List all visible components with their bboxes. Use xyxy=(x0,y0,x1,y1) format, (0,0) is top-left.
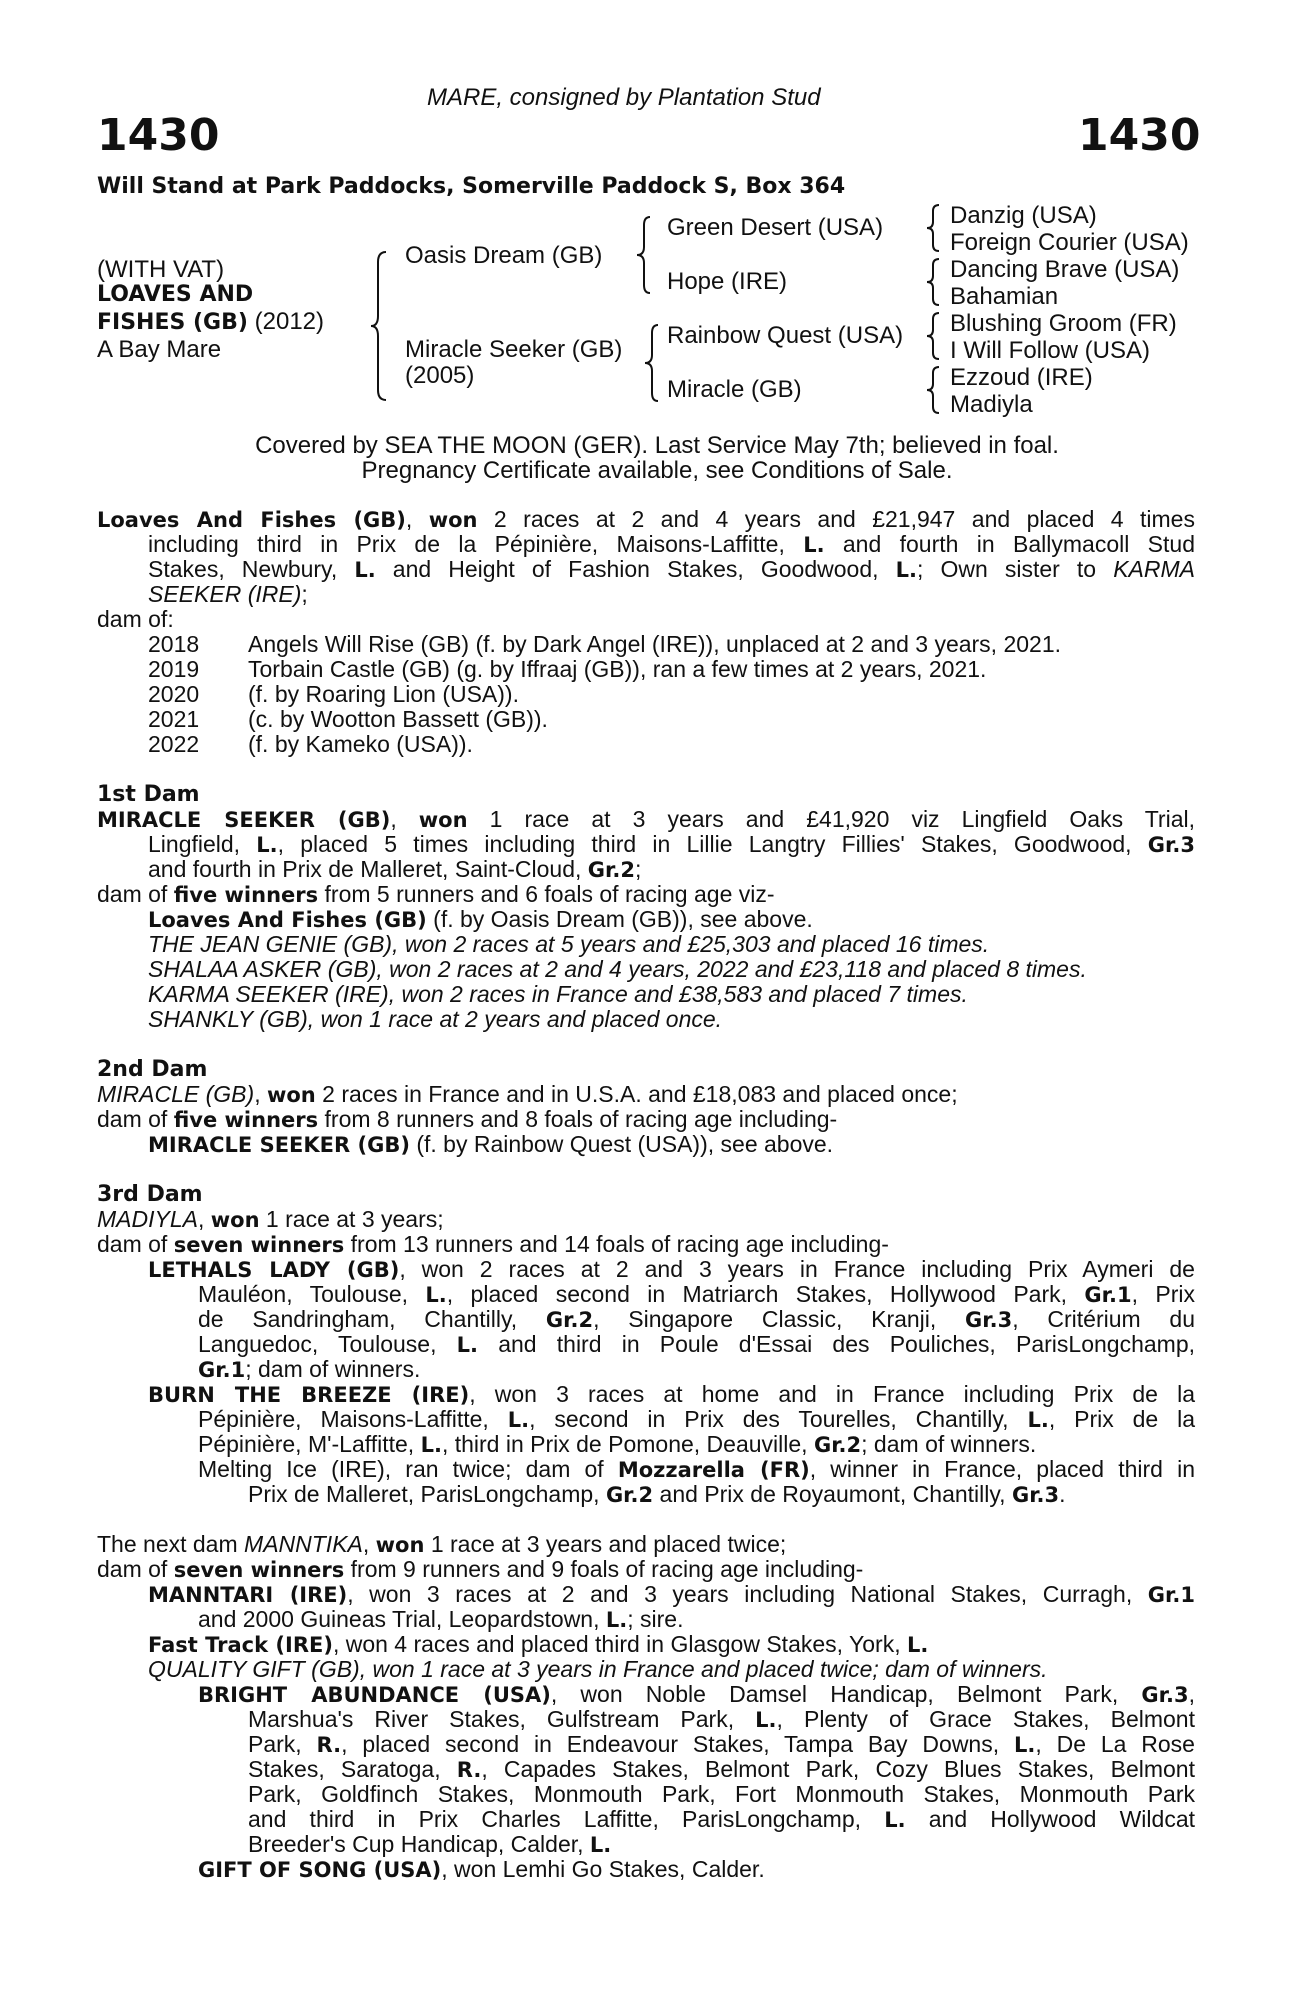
great-grandparent-4: Bahamian xyxy=(950,283,1059,310)
dam-line2: (2005) xyxy=(405,362,475,389)
manntari-line2: and 2000 Guineas Trial, Leopardstown, L.; sire. xyxy=(198,1606,684,1632)
first-dam-line4: dam of five winners from 5 runners and 6 foals of racing age viz- xyxy=(97,881,775,907)
second-dam-line3: MIRACLE SEEKER (GB) (f. by Rainbow Quest (USA)), see above. xyxy=(148,1131,834,1157)
third-dam-line1: MADIYLA, won 1 race at 3 years; xyxy=(97,1206,444,1232)
brace-main xyxy=(370,250,390,402)
vat-note: (WITH VAT) xyxy=(97,256,225,283)
horse-name-line1: LOAVES AND xyxy=(97,282,254,307)
foal-text: Torbain Castle (GB) (g. by Iffraaj (GB)), ran a few times at 2 years, 2021. xyxy=(248,656,987,682)
brace-sire xyxy=(636,215,654,295)
foal-year: 2018 xyxy=(148,631,200,657)
third-dam-line2: dam of seven winners from 13 runners and 14 foals of racing age including- xyxy=(97,1231,889,1257)
great-grandparent-5: Blushing Groom (FR) xyxy=(950,310,1177,337)
consignment-line: MARE, consigned by Plantation Stud xyxy=(427,84,821,111)
first-dam-line5: Loaves And Fishes (GB) (f. by Oasis Dream (GB)), see above. xyxy=(148,906,813,932)
covered-line1: Covered by SEA THE MOON (GER). Last Service May 7th; believed in foal. xyxy=(255,432,1059,459)
great-grandparent-1: Danzig (USA) xyxy=(950,202,1097,229)
lot-number-right: 1430 xyxy=(1078,110,1201,161)
intro-line2: including third in Prix de la Pépinière, Maisons-Laffitte, L. and fourth in Ballymacoll Stud xyxy=(148,531,1195,557)
foal-year: 2019 xyxy=(148,656,200,682)
dam-line1: Miracle Seeker (GB) xyxy=(405,336,623,363)
lethals-lady-line1: LETHALS LADY (GB), won 2 races at 2 and 3 years in France including Prix Aymeri de xyxy=(148,1256,1195,1282)
foal-text: (c. by Wootton Bassett (GB)). xyxy=(248,706,548,732)
bright-abundance-line5: Park, Goldfinch Stakes, Monmouth Park, Fort Monmouth Stakes, Monmouth Park xyxy=(248,1781,1195,1807)
granddam-1: Hope (IRE) xyxy=(667,268,788,295)
great-grandparent-3: Dancing Brave (USA) xyxy=(950,256,1180,283)
lethals-lady-line3: de Sandringham, Chantilly, Gr.2, Singapore Classic, Kranji, Gr.3, Critérium du xyxy=(198,1306,1195,1332)
first-dam-line6: THE JEAN GENIE (GB), won 2 races at 5 years and £25,303 and placed 16 times. xyxy=(148,931,990,957)
gift-of-song-line: GIFT OF SONG (USA), won Lemhi Go Stakes, Calder. xyxy=(198,1856,765,1882)
second-dam-heading: 2nd Dam xyxy=(97,1057,208,1082)
second-dam-line2: dam of five winners from 8 runners and 8 foals of racing age including- xyxy=(97,1106,838,1132)
lethals-lady-line2: Mauléon, Toulouse, L., placed second in Matriarch Stakes, Hollywood Park, Gr.1, Prix xyxy=(198,1281,1195,1307)
lethals-lady-line5: Gr.1; dam of winners. xyxy=(198,1356,421,1382)
first-dam-line7: SHALAA ASKER (GB), won 2 races at 2 and 4 years, 2022 and £23,118 and placed 8 times. xyxy=(148,956,1087,982)
manntari-line1: MANNTARI (IRE), won 3 races at 2 and 3 years including National Stakes, Curragh, Gr.1 xyxy=(148,1581,1195,1607)
grandsire-2: Rainbow Quest (USA) xyxy=(667,322,904,349)
foal-year: 2021 xyxy=(148,706,200,732)
lot-number-left: 1430 xyxy=(97,110,220,161)
horse-description: A Bay Mare xyxy=(97,336,222,363)
burn-the-breeze-line3: Pépinière, M'-Laffitte, L., third in Prix de Pomone, Deauville, Gr.2; dam of winners. xyxy=(198,1431,1037,1457)
bright-abundance-line3: Park, R., placed second in Endeavour Stakes, Tampa Bay Downs, L., De La Rose xyxy=(248,1731,1195,1757)
foal-year: 2022 xyxy=(148,731,200,757)
burn-the-breeze-line1: BURN THE BREEZE (IRE), won 3 races at home and in France including Prix de la xyxy=(148,1381,1195,1407)
quality-gift-line: QUALITY GIFT (GB), won 1 race at 3 years in France and placed twice; dam of winners. xyxy=(148,1656,1048,1682)
great-grandparent-2: Foreign Courier (USA) xyxy=(950,229,1189,256)
grandsire-1: Green Desert (USA) xyxy=(667,214,884,241)
burn-the-breeze-line2: Pépinière, Maisons-Laffitte, L., second in Prix des Tourelles, Chantilly, L., Prix de la xyxy=(198,1406,1196,1432)
first-dam-line8: KARMA SEEKER (IRE), won 2 races in France and £38,583 and placed 7 times. xyxy=(148,981,968,1007)
intro-line4: SEEKER (IRE); xyxy=(148,581,308,607)
bright-abundance-line2: Marshua's River Stakes, Gulfstream Park, L., Plenty of Grace Stakes, Belmont xyxy=(248,1706,1195,1732)
melting-ice-line2: Prix de Malleret, ParisLongchamp, Gr.2 and Prix de Royaumont, Chantilly, Gr.3. xyxy=(248,1481,1066,1507)
foal-text: Angels Will Rise (GB) (f. by Dark Angel (IRE)), unplaced at 2 and 3 years, 2021. xyxy=(248,631,1062,657)
first-dam-line3: and fourth in Prix de Malleret, Saint-Cloud, Gr.2; xyxy=(148,856,642,882)
bright-abundance-line1: BRIGHT ABUNDANCE (USA), won Noble Damsel Handicap, Belmont Park, Gr.3, xyxy=(198,1681,1195,1707)
foal-text: (f. by Roaring Lion (USA)). xyxy=(248,681,519,707)
dam-of-label: dam of: xyxy=(97,606,174,632)
bright-abundance-line4: Stakes, Saratoga, R., Capades Stakes, Belmont Park, Cozy Blues Stakes, Belmont xyxy=(248,1756,1195,1782)
bright-abundance-line7: Breeder's Cup Handicap, Calder, L. xyxy=(248,1831,612,1857)
first-dam-line2: Lingfield, L., placed 5 times including third in Lillie Langtry Fillies' Stakes, Goodwood, Gr.3 xyxy=(148,831,1195,857)
next-dam-line1: The next dam MANNTIKA, won 1 race at 3 years and placed twice; xyxy=(97,1531,787,1557)
fast-track-line: Fast Track (IRE), won 4 races and placed third in Glasgow Stakes, York, L. xyxy=(148,1631,929,1657)
brace-gg4 xyxy=(926,365,942,415)
brace-gg2 xyxy=(926,257,942,307)
first-dam-heading: 1st Dam xyxy=(97,782,200,807)
brace-dam xyxy=(644,323,662,403)
first-dam-line1: MIRACLE SEEKER (GB), won 1 race at 3 years and £41,920 viz Lingfield Oaks Trial, xyxy=(97,806,1195,832)
next-dam-line2: dam of seven winners from 9 runners and 9 foals of racing age including- xyxy=(97,1556,864,1582)
stand-location: Will Stand at Park Paddocks, Somerville Paddock S, Box 364 xyxy=(97,174,846,199)
great-grandparent-6: I Will Follow (USA) xyxy=(950,337,1151,364)
horse-name-line2: FISHES (GB) (2012) xyxy=(97,308,324,335)
intro-line3: Stakes, Newbury, L. and Height of Fashion Stakes, Goodwood, L.; Own sister to KARMA xyxy=(148,556,1195,582)
melting-ice-line1: Melting Ice (IRE), ran twice; dam of Mozzarella (FR), winner in France, placed third in xyxy=(198,1456,1195,1482)
brace-gg1 xyxy=(926,203,942,253)
great-grandparent-8: Madiyla xyxy=(950,391,1033,418)
foal-text: (f. by Kameko (USA)). xyxy=(248,731,473,757)
bright-abundance-line6: and third in Prix Charles Laffitte, ParisLongchamp, L. and Hollywood Wildcat xyxy=(248,1806,1196,1832)
brace-gg3 xyxy=(926,311,942,361)
granddam-2: Miracle (GB) xyxy=(667,376,802,403)
intro-line1: Loaves And Fishes (GB), won 2 races at 2 and 4 years and £21,947 and placed 4 times xyxy=(97,506,1195,532)
sire: Oasis Dream (GB) xyxy=(405,242,603,269)
foal-year: 2020 xyxy=(148,681,200,707)
great-grandparent-7: Ezzoud (IRE) xyxy=(950,364,1093,391)
covered-line2: Pregnancy Certificate available, see Conditions of Sale. xyxy=(361,457,953,484)
third-dam-heading: 3rd Dam xyxy=(97,1182,203,1207)
second-dam-line1: MIRACLE (GB), won 2 races in France and in U.S.A. and £18,083 and placed once; xyxy=(97,1081,958,1107)
lethals-lady-line4: Languedoc, Toulouse, L. and third in Poule d'Essai des Pouliches, ParisLongchamp, xyxy=(198,1331,1195,1357)
first-dam-line9: SHANKLY (GB), won 1 race at 2 years and placed once. xyxy=(148,1006,723,1032)
